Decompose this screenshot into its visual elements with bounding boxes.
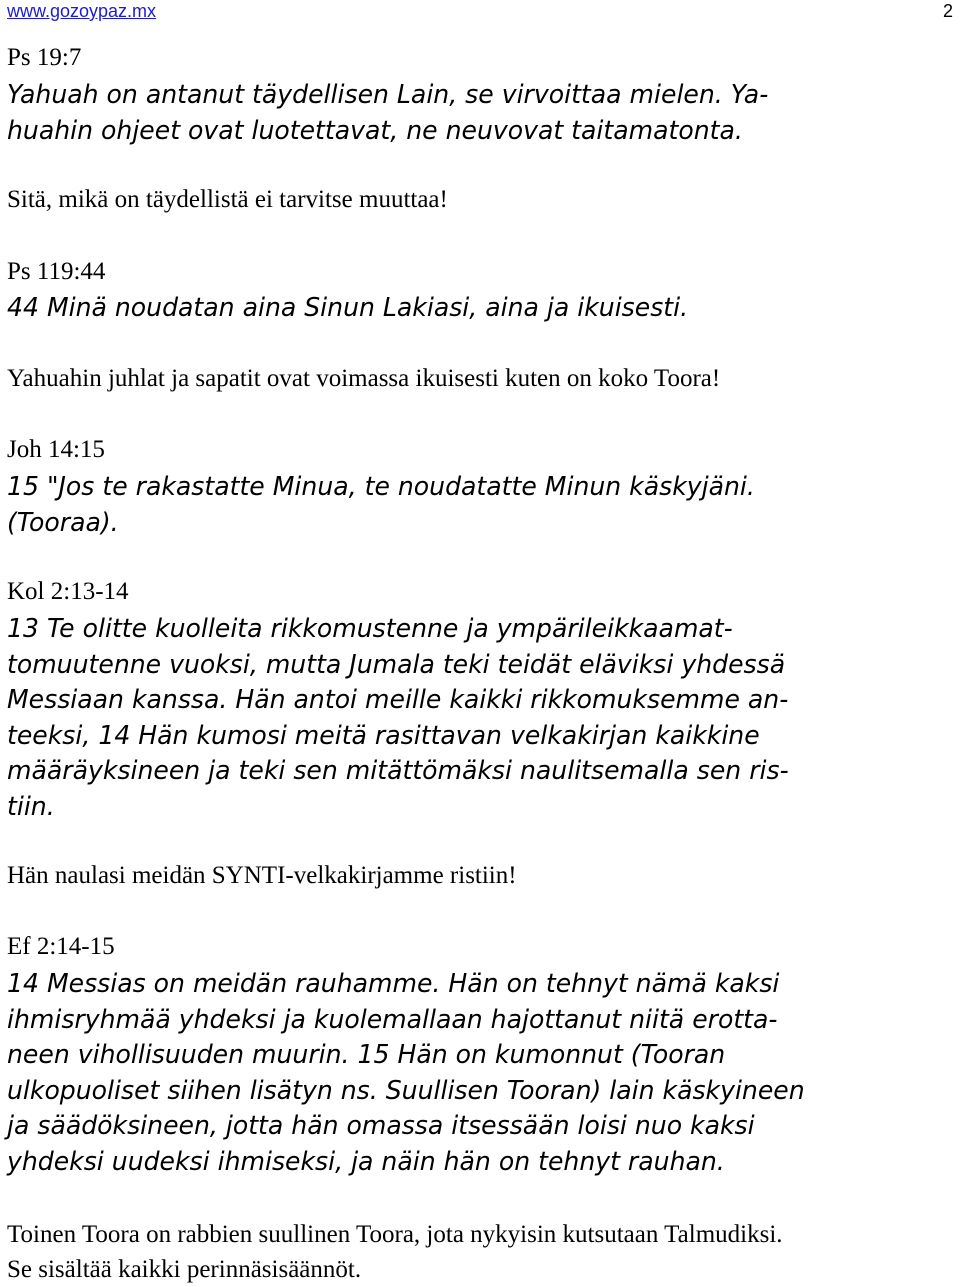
quote-line: ja säädöksineen, jotta hän omassa itsessään loisi nuo kaksi	[7, 1111, 755, 1142]
quote-line: yhdeksi uudeksi ihmiseksi, ja näin hän on tehnyt rauhan.	[7, 1146, 725, 1177]
verse-quote	[7, 967, 805, 1181]
quote-line: 13 Te olitte kuolleita rikkomustenne ja ympärileikkaamat-	[7, 614, 733, 644]
verse-reference: Ps 19:7	[7, 44, 82, 71]
quote-line: ihmisryhmää yhdeksi ja kuolemallaan hajottanut niitä erotta-	[7, 1004, 778, 1035]
page-number: 2	[942, 1, 953, 21]
quote-line: 15 "Jos te rakastatte Minua, te noudatatte Minun käskyjäni.	[7, 472, 755, 502]
commentary-line: Se sisältää kaikki perinnäsisäännöt.	[7, 1256, 362, 1283]
quote-line: ulkopuoliset siihen lisätyn ns. Suullisen Tooran) lain käskyineen	[7, 1075, 805, 1106]
quote-line: 44 Minä noudatan aina Sinun Lakiasi, aina ja ikuisesti.	[7, 293, 689, 323]
verse-reference: Joh 14:15	[7, 436, 105, 463]
quote-line: määräyksineen ja teki sen mitättömäksi naulitsemalla sen ris-	[7, 756, 789, 787]
commentary: Yahuahin juhlat ja sapatit ovat voimassa ikuisesti kuten on koko Toora!	[7, 365, 721, 392]
commentary: Sitä, mikä on täydellistä ei tarvitse muuttaa!	[7, 186, 448, 213]
quote-line: Yahuah on antanut täydellisen Lain, se virvoittaa mielen. Ya-	[7, 80, 769, 110]
commentary	[7, 1217, 783, 1287]
quote-line: 14 Messias on meidän rauhamme. Hän on tehnyt nämä kaksi	[7, 969, 780, 999]
commentary: Hän naulasi meidän SYNTI-velkakirjamme ristiin!	[7, 862, 517, 889]
quote-line: tomuutenne vuoksi, mutta Jumala teki teidät eläviksi yhdessä	[7, 649, 786, 680]
site-link[interactable]: www.gozoypaz.mx	[7, 1, 157, 21]
commentary-line: Toinen Toora on rabbien suullinen Toora, jota nykyisin kutsutaan Talmudiksi.	[7, 1221, 783, 1248]
verse-quote	[7, 612, 789, 826]
quote-line: tiin.	[7, 791, 55, 822]
verse-reference: Kol 2:13-14	[7, 578, 129, 605]
verse-reference: Ps 119:44	[7, 258, 106, 285]
quote-line: teeksi, 14 Hän kumosi meitä rasittavan velkakirjan kaikkine	[7, 720, 760, 751]
quote-line: neen vihollisuuden muurin. 15 Hän on kumonnut (Tooran	[7, 1040, 726, 1071]
quote-line: Messiaan kanssa. Hän antoi meille kaikki rikkomuksemme an-	[7, 685, 789, 716]
verse-reference: Ef 2:14-15	[7, 933, 115, 960]
verse-quote	[7, 78, 768, 149]
verse-quote	[7, 291, 688, 327]
verse-quote	[7, 470, 755, 541]
quote-line: huahin ohjeet ovat luotettavat, ne neuvovat taitamatonta.	[7, 115, 743, 146]
quote-line: (Tooraa).	[7, 507, 119, 538]
